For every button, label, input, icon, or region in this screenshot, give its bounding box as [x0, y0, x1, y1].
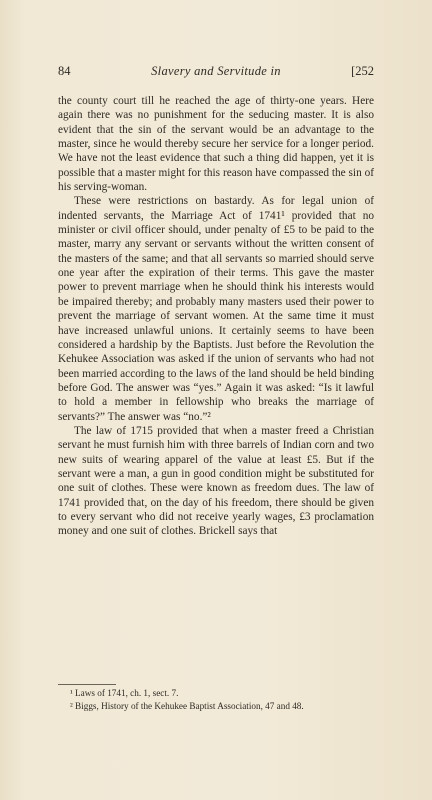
paragraph-1: the county court till he reached the age of thirty-one years. Here again there was no punishment for the seducing master. It is also evident that the sin of the servant would be an advantage to the master, since he would thereby secure her service for a longer period. We have not the least evidence that such a thing did happen, yet it is possible that a master might for this reason have compassed the sin of his serving-woman.	[58, 95, 374, 194]
body-text	[58, 94, 374, 539]
footnotes	[58, 687, 374, 712]
running-title: Slavery and Servitude in	[151, 64, 281, 78]
page-number: 84	[58, 64, 71, 78]
footnote-rule	[58, 684, 116, 685]
footnote-1: ¹ Laws of 1741, ch. 1, sect. 7.	[70, 688, 179, 698]
paragraph-3: The law of 1715 provided that when a master freed a Christian servant he must furnish him with three barrels of Indian corn and two new suits of wearing apparel of the value at least £5. But if the servant were a man, a gun in good condition might be substituted for one suit of clothes. These were known as freedom dues. The law of 1741 provided that, on the day of his freedom, there should be given to every servant who did not receive yearly wages, £3 proclamation money and one suit of clothes. Brickell says that	[58, 424, 374, 538]
bracket-page-number: [252	[351, 64, 374, 78]
paragraph-2: These were restrictions on bastardy. As for legal union of indented servants, the Marriage Act of 1741¹ provided that no minister or civil officer should, under penalty of £5 to be paid to the master, marry any servant or servants without the written consent of the masters of the same; and that all servants so married should serve one year after the expiration of their terms. This gave the master power to prevent marriage when he should think his interests would be impaired thereby; and probably many masters used their power to prevent the marriage of servant women. At the same time it must have increased unlawful unions. It certainly seems to have been considered a hardship by the Baptists. Just before the Revolution the Kehukee Association was asked if the union of servants who had not been married according to the laws of the land should be held binding before God. The answer was “yes.” Again it was asked: “Is it lawful to hold a member in fellowship who breaks the marriage of servants?” The answer was “no.”²	[58, 195, 374, 423]
running-header	[58, 64, 374, 80]
footnote-2: ² Biggs, History of the Kehukee Baptist Association, 47 and 48.	[70, 700, 304, 711]
